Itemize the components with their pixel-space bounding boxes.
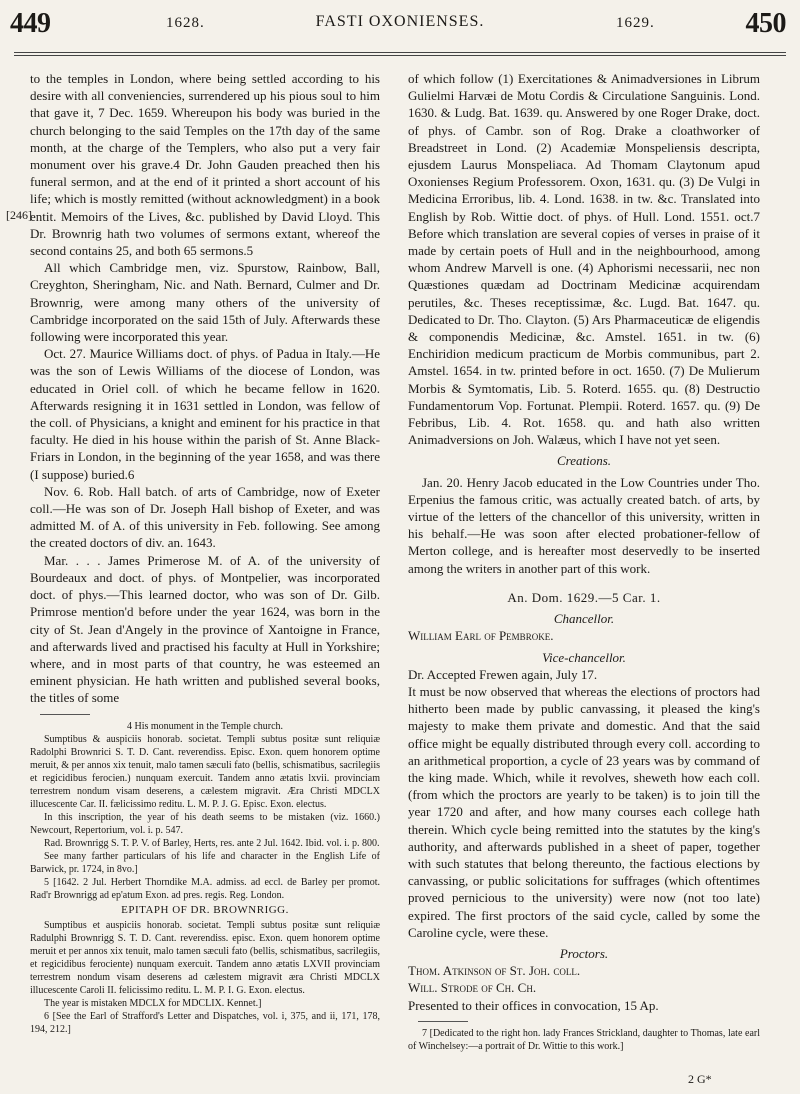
section-heading-creations: Creations. <box>556 453 612 469</box>
footnote-4-title: 4 His monument in the Temple church. <box>126 720 284 732</box>
footnote-rule <box>418 1021 468 1022</box>
epitaph-text: Sumptibus et auspiciis honorab. societat. Templi subtus positæ sunt reliquiæ Radulphi Brownrigg S. T. D. Cant. reverendiss. episc. Exon. quem honorem optime meruit et per annos xix tenuit, malo tamen sæculi fato (bellis, schismatibus, sacrilegiis, et regicidibus ferociente) nunquam exercuit. Tandem anno ætatis LXVII provinciam terrestrem nondum visam deserens ad cælestem migravit æra Christi MDCLX illucescente Caroli II. felicissimo reditu. L. M. P. I. G. Exon. electus. <box>30 919 380 996</box>
chancellor-heading: Chancellor. <box>553 611 615 627</box>
header-rule-second <box>14 55 786 56</box>
chancellor-name: William Earl of Pembroke. <box>408 628 554 644</box>
footnote-4-note: See many farther particulars of his life and character in the English Life of Barwick, pr. 1724, in 8vo.] <box>30 850 380 875</box>
signature-mark: 2 G* <box>688 1072 712 1086</box>
left-column <box>30 70 380 1036</box>
footnote-5: 5 [1642. 2 Jul. Herbert Thorndike M.A. admiss. ad eccl. de Barley per promot. Rad'r Brownrigg ad ep'atum Exon. ad pres. regis. Reg. London. <box>30 876 380 901</box>
proctors-heading: Proctors. <box>559 945 609 961</box>
running-year-left: 1628. <box>166 15 205 31</box>
running-year-right: 1629. <box>616 15 655 31</box>
footnote-4-note: Rad. Brownrigg S. T. P. V. of Barley, Herts, res. ante 2 Jul. 1642. Ibid. vol. i. p. 800. <box>44 837 380 849</box>
paragraph: All which Cambridge men, viz. Spurstow, Rainbow, Ball, Creyghton, Sheringham, Nic. and Nath. Bernard, Culmer and Dr. Brownrig, were among many others of the university of Cambridge incorporated on the said 15th of July. Afterwards these following were incorporated this year. <box>30 260 380 345</box>
vice-chancellor-name: Dr. Accepted Frewen again, July 17. <box>408 666 598 682</box>
page-number-left: 449 <box>10 8 51 39</box>
paragraph: to the temples in London, where being settled according to his desire with all conveniencies, surrendered up his pious soul to him that gave it, 7 Dec. 1659. Whereupon his body was buried in the church belonging to the said Temples on the 17th day of the same month, at the charge of the Templers, who also put a very fair monument over his grave.4 Dr. John Gauden preached then his funeral sermon, and at the end of it printed a short account of his life; which is mostly remitted (without acknowledgment) in a book entit. Memoirs of the Lives, &c. published by David Lloyd. This Dr. Brownrig hath two volumes of sermons extant, whereof the second contains 25, and both 65 sermons.5 <box>30 71 380 259</box>
header-rule <box>14 52 786 53</box>
proctors-note: Presented to their offices in convocation, 15 Ap. <box>408 997 659 1013</box>
page-number-right: 450 <box>745 8 786 39</box>
entry-james-primerose: Mar. . . . James Primerose M. of A. of the university of Bourdeaux and doct. of phys. of Montpelier, was incorporated doct. of phys.—This learned doctor, who was son of Dr. Gilb. Primrose mention'd before under the year 1624, was born in the city of St. Jean d'Angely in the province of Xantoigne in France, and afterwards lived and practised his faculty at Hull in Yorkshire; where, and in most parts of that country, he was esteemed an eminent physician. He hath written and published several books, the titles of some <box>30 552 380 706</box>
right-column <box>408 70 760 1053</box>
footnote-7: 7 [Dedicated to the right hon. lady Frances Strickland, daughter to Thomas, late earl of Winchelsey:—a portrait of Dr. Wittie to this work.] <box>408 1027 760 1052</box>
running-title: FASTI OXONIENSES. <box>315 13 485 30</box>
footnote-4-note: In this inscription, the year of his death seems to be mistaken (viz. 1660.) Newcourt, Repertorium, vol. i. p. 547. <box>30 811 380 836</box>
footnote-6: 6 [See the Earl of Strafford's Letter and Dispatches, vol. i, 375, and ii, 171, 178, 194, 212.] <box>30 1010 380 1035</box>
footnote-4-inscription: Sumptibus & auspiciis honorab. societat. Templi subtus positæ sunt reliquiæ Radolphi Brownrici S. T. D. Cant. reverendiss. Episc. Exon. quem honorem optime meruit, & per annos xix tenuit, malo tamen sæculi fato (bellis, schismatibus, sacrilegiis et regicidibus ferocien.) nunquam exercuit. Tandem anno ætatis lxvii. provinciam terrestrem nondum visam deserens, a cælestem migravit. Æra Christi MDCLX illucescente Car. II. fælicissimo reditu. L. M. P. J. G. Episc. Exon. electus. <box>30 733 380 810</box>
paragraph: of which follow (1) Exercitationes & Animadversiones in Librum Gulielmi Harvæi de Motu Cordis & Circulatione Sanguinis. Lond. 1630. & Ludg. Bat. 1639. qu. Answered by one Roger Drake, doct. of phys. of Cambr. son of Rog. Drake a cloathworker of Breadstreet in Lond. (2) Academiæ Monspeliensis descripta, ejusdem Laurus Monspeliaca. Ad Thomam Claytonum apud Oxonienses Regium Professorem. Oxon, 1631. qu. (3) De Vulgi in Medicina Erroribus, lib. 4. Lond. 1638. in tw. &c. Translated into English by Rob. Wittie doct. of phys. of Hull. Lond. 1551. oct.7 Before which translation are several copies of verses in praise of it made by certain poets of Hull and in the neighbourhood, among whom Andrew Marvell is one. (4) Aphorismi necessarii, nec non Quæstiones quædam ad Doctrinam Medicinæ acquirendam perutiles, &c. Theses receptissimæ, &c. Lugd. Bat. 1647. qu. Dedicated to Dr. Tho. Clayton. (5) Ars Pharmaceuticæ de eligendis & componendis Medicinæ, &c. Amstel. 1651. in tw. (6) Enchiridion medicum practicum de Morbis communibus, part 2. Amstel. 1654. in tw. printed before in oct. 1650. (7) De Mulierum Morbis & Symtomatis, Lib. 5. Roterd. 1655. qu. (8) Destructio Fundamentorum Vop. Fortunat. Plempii. Roterd. 1657. qu. (9) De Febribus, Lib. 4. Rot. 1658. qu. and hath also written Animadversions on Joh. Walæus, which I have not yet seen. <box>408 71 760 448</box>
vice-chancellor-heading: Vice-chancellor. <box>542 649 626 665</box>
footnotes <box>30 720 380 1036</box>
entry-rob-hall: Nov. 6. Rob. Hall batch. of arts of Cambridge, now of Exeter coll.—He was son of Dr. Joseph Hall bishop of Exeter, and was admitted M. of A. of this university in Feb. following. See among the created doctors of div. an. 1643. <box>30 483 380 551</box>
proctor-name: Thom. Atkinson of St. Joh. coll. <box>408 963 581 979</box>
proctor-name: Will. Strode of Ch. Ch. <box>408 980 537 996</box>
epitaph-note: The year is mistaken MDCLX for MDCLIX. Kennet.] <box>44 997 262 1009</box>
paragraph-proctors-cycle: It must be now observed that whereas the elections of proctors had hitherto been made by public canvassing, it pleased the king's majesty to make them private and domestic. And that the said office might be equally distributed through every coll. according to an arithmetical proportion, a cycle of 23 years was by command of the king made. Which, while it revolves, sheweth how each coll. (from which the proctors are yearly to be taken) is to join till the year 1720 and after, and how many courses each college hath therein. Which cycle being remitted into the statutes by the king's authority, and afterwards published in a sheet of paper, together with such statutes that belong thereunto, the factious elections by canvassing, or public solicitations for suffrages (which oftentimes proved pernicious to the university) were now (not too late) expired. The first proctors of the said cycle, called by some the Caroline cycle, were these. <box>408 683 760 940</box>
year-heading: An. Dom. 1629.—5 Car. 1. <box>507 589 661 605</box>
page-header <box>0 0 800 60</box>
margin-note: [246] <box>6 208 32 222</box>
entry-henry-jacob: Jan. 20. Henry Jacob educated in the Low Countries under Tho. Erpenius the famous critic, was actually created batch. of arts, by virtue of the letters of the chancellor of this university, written in his behalf.—He was soon after elected probationer-fellow of Merton college, and is hereafter most deservedly to be inserted among the writers in another part of this work. <box>408 474 760 576</box>
footnote-rule <box>40 714 90 715</box>
epitaph-title: EPITAPH OF DR. BROWNRIGG. <box>121 903 289 916</box>
entry-maurice-williams: Oct. 27. Maurice Williams doct. of phys. of Padua in Italy.—He was the son of Lewis Williams of the diocese of London, was educated in Oriel coll. of which he became fellow in 1620. Afterwards resigning it in 1631 settled in London, was fellow of the coll. of Physicians, a knight and eminent for his practice in that faculty. He died in his house within the parish of St. Anne Black-Friars in London, in the beginning of the year 1658, and was there (I suppose) buried.6 <box>30 346 380 482</box>
